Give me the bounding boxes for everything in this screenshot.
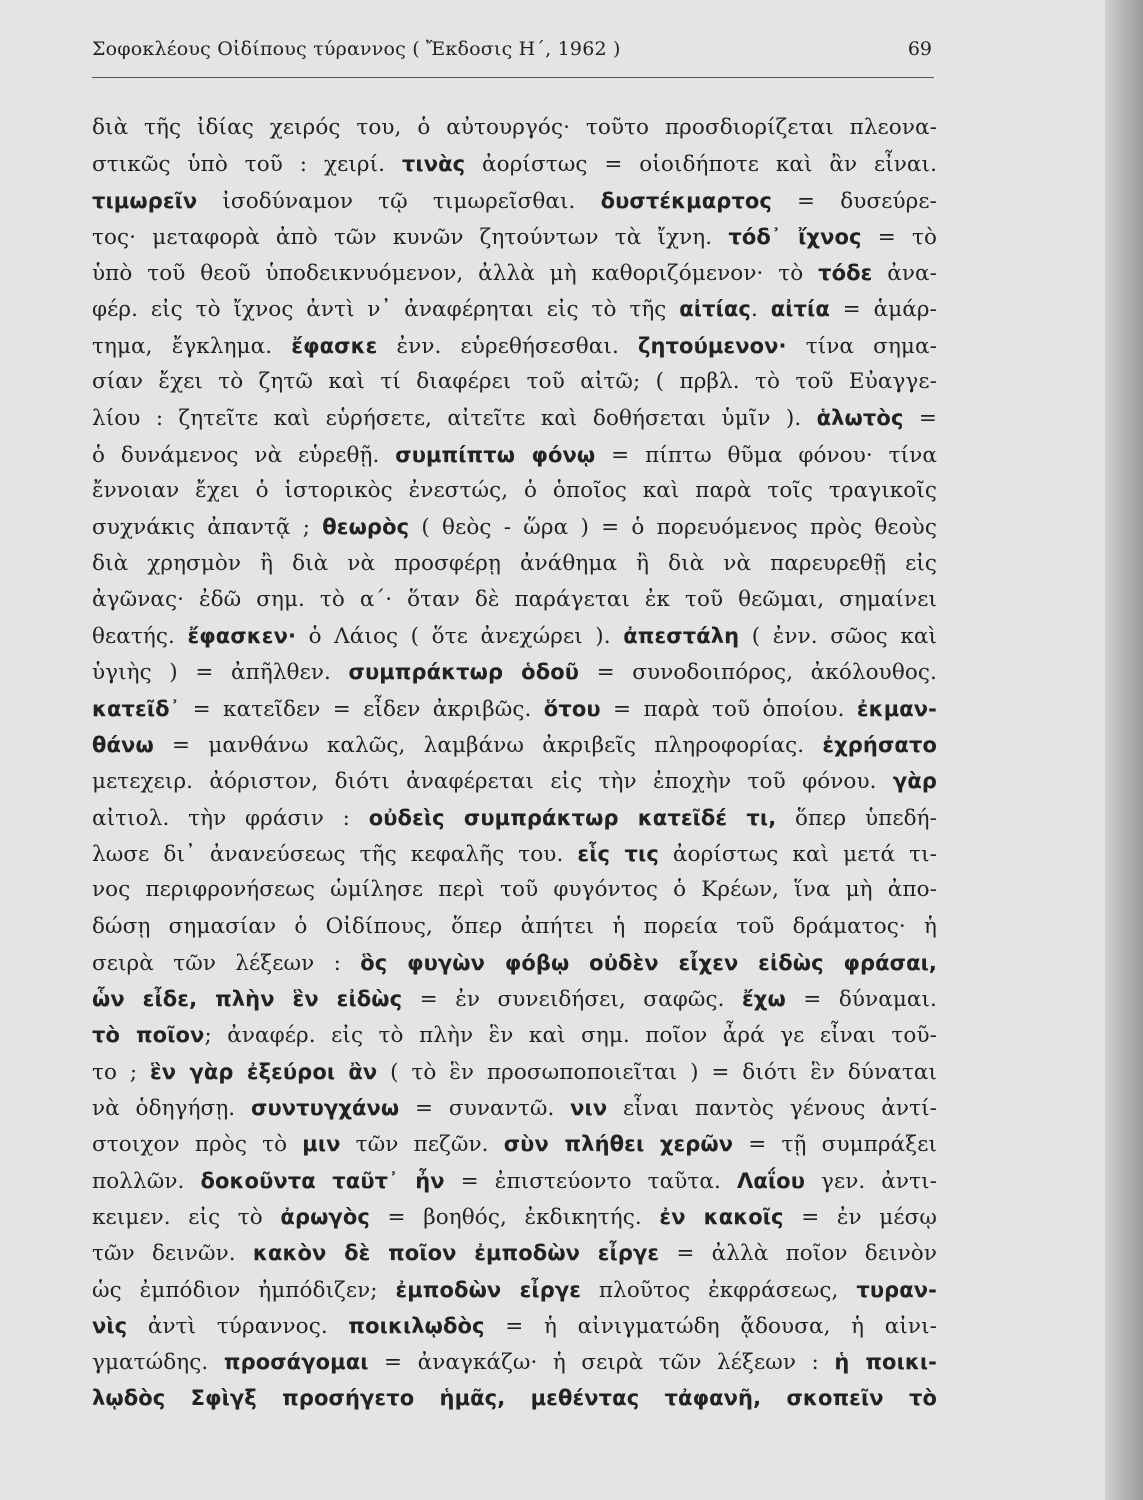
text-line	[92, 981, 937, 1017]
bold-lemma: ποικιλῳδὸς	[348, 1313, 485, 1338]
text-line	[92, 1163, 937, 1199]
bold-lemma: δοκοῦντα ταῦτ᾽ ἦν	[200, 1168, 445, 1193]
text-line	[92, 110, 937, 146]
text-line	[92, 328, 937, 364]
text-run: ἀορίστως = οἱοιδήποτε καὶ ἂν εἶναι.	[465, 152, 937, 178]
text-line	[92, 1090, 937, 1126]
text-run: = πίπτω θῦμα φόνου· τίνα	[595, 442, 937, 468]
bold-lemma: Λαΐου	[737, 1168, 805, 1193]
text-line	[92, 1344, 937, 1380]
text-run: σειρὰ τῶν λέξεων :	[92, 950, 361, 976]
text-run: ἰσοδύναμον τῷ τιμωρεῖσθαι.	[197, 188, 601, 214]
text-line	[92, 509, 937, 545]
bold-lemma: ἔφασκεν·	[187, 624, 297, 649]
text-line	[92, 582, 937, 618]
text-line	[92, 437, 937, 473]
bold-lemma: ἓν γὰρ ἐξεύροι ἂν	[150, 1059, 378, 1084]
text-run: = ἐπιστεύοντο ταῦτα.	[444, 1168, 737, 1194]
bold-lemma: ἐκμαν-	[856, 696, 937, 721]
bold-lemma: τινὰς	[401, 152, 466, 177]
text-run: = ἁμάρ-	[829, 297, 937, 323]
header-title: Σοφοκλέους Οἰδίπους τύραννος ( Ἔκδοσις Η΄, 1962 )	[92, 38, 621, 60]
text-line	[92, 800, 937, 836]
bold-lemma: θεωρὸς	[322, 515, 410, 540]
text-run: ὡς ἐμπόδιον ἠμπόδιζεν;	[92, 1277, 396, 1303]
text-run: μετεχειρ. ἀόριστον, διότι ἀναφέρεται εἰς τὴν ἐποχὴν τοῦ φόνου.	[92, 769, 893, 795]
text-line	[92, 364, 937, 400]
bold-lemma: αἰτίας	[679, 297, 751, 322]
text-line	[92, 618, 937, 654]
text-run: ἐνν. εὑρεθήσεσθαι.	[377, 333, 638, 359]
text-run: =	[903, 406, 937, 432]
bold-lemma: κακὸν δὲ ποῖον ἐμποδὼν εἶργε	[252, 1241, 660, 1266]
text-line	[92, 183, 937, 219]
bold-lemma: τόδ᾽ ἴχνος	[728, 224, 862, 249]
text-run: = παρὰ τοῦ ὁποίου.	[600, 696, 857, 722]
text-run: αἰτιολ. τὴν φράσιν :	[92, 805, 369, 831]
text-run: ( θεὸς - ὥρα ) = ὁ πορευόμενος πρὸς θεοὺς	[409, 515, 937, 541]
text-run: = ἀναγκάζω· ἡ σειρὰ τῶν λέξεων :	[368, 1350, 835, 1376]
bold-lemma: ἐν κακοῖς	[659, 1204, 784, 1229]
bold-lemma: τὸ ποῖον	[92, 1023, 205, 1048]
text-run: τῶν δεινῶν.	[92, 1241, 253, 1267]
text-line	[92, 146, 937, 182]
bold-lemma: νιν	[570, 1096, 608, 1121]
text-run: ἀγῶνας· ἐδῶ σημ. τὸ α΄· ὅταν δὲ παράγεται ἐκ τοῦ θεῶμαι, σημαίνει	[92, 586, 937, 612]
text-run: διὰ τῆς ἰδίας χειρός του, ὁ αὐτουργός· τοῦτο προσδιορίζεται πλεονα-	[92, 115, 937, 140]
text-run: στικῶς ὑπὸ τοῦ : χειρί.	[92, 152, 402, 178]
text-line	[92, 1308, 937, 1344]
text-run: σίαν ἔχει τὸ ζητῶ καὶ τί διαφέρει τοῦ αἰτῶ; ( πρβλ. τὸ τοῦ Εὐαγγε-	[92, 369, 937, 395]
bold-lemma: ὃς φυγὼν φόβῳ οὐδὲν εἶχεν εἰδὼς φράσαι,	[360, 950, 937, 975]
text-line	[92, 909, 937, 945]
text-run: ἀορίστως καὶ μετά τι-	[658, 841, 937, 867]
text-run: = βοηθός, ἐκδικητής.	[369, 1204, 660, 1230]
bold-lemma: θάνω	[92, 733, 154, 758]
text-line	[92, 1017, 937, 1053]
text-line	[92, 654, 937, 690]
text-run: συχνάκις ἀπαντᾷ ;	[92, 515, 323, 541]
text-line	[92, 291, 937, 327]
bold-lemma: τόδε	[818, 261, 873, 286]
bold-lemma: ἀρωγὸς	[280, 1204, 370, 1229]
text-line	[92, 1235, 937, 1271]
text-line	[92, 691, 937, 727]
text-run: = τὸ	[861, 224, 937, 250]
bold-lemma: κατεῖδ᾽	[92, 696, 181, 721]
bold-lemma: αἰτία	[770, 297, 830, 322]
text-run: ἔννοιαν ἔχει ὁ ἱστορικὸς ἐνεστώς, ὁ ὁποῖος καὶ παρὰ τοῖς τραγικοῖς	[92, 477, 937, 503]
text-run: ( τὸ ἓν προσωποποιεῖται ) = διότι ἓν δύναται	[377, 1059, 937, 1085]
text-run: ὑγιὴς ) = ἀπῆλθεν.	[92, 660, 349, 686]
bold-lemma: ἀπεστάλη	[623, 624, 740, 649]
text-run: γματώδης.	[92, 1350, 224, 1376]
text-run: = δυσεύρε-	[771, 188, 937, 214]
text-run: = τῇ συμπράξει	[733, 1132, 937, 1158]
bold-lemma: ἡ ποικι-	[834, 1350, 937, 1375]
text-run: θεατής.	[92, 624, 188, 650]
text-run: λίου : ζητεῖτε καὶ εὑρήσετε, αἰτεῖτε καὶ δοθήσεται ὑμῖν ).	[92, 406, 817, 432]
bold-lemma: νὶς	[92, 1313, 128, 1338]
text-line	[92, 945, 937, 981]
bold-lemma: ὅτου	[543, 696, 601, 721]
bold-lemma: τυραν-	[856, 1277, 937, 1302]
bold-lemma: ἐχρήσατο	[822, 733, 937, 758]
text-run: ; ἀναφέρ. εἰς τὸ πλὴν ἓν καὶ σημ. ποῖον ἆρά γε εἶναι τοῦ-	[204, 1023, 937, 1049]
text-line	[92, 763, 937, 799]
text-run: δώσῃ σημασίαν ὁ Οἰδίπους, ὅπερ ἀπήτει ἡ πορεία τοῦ δράματος· ἡ	[92, 913, 937, 939]
text-run: νὰ ὁδηγήσῃ.	[92, 1096, 252, 1122]
text-run: ὁ δυνάμενος νὰ εὑρεθῇ.	[92, 442, 396, 468]
bold-lemma: μιν	[302, 1132, 341, 1157]
page-edge-shadow	[1105, 0, 1143, 1500]
text-run: πολλῶν.	[92, 1168, 201, 1194]
bold-lemma: προσάγομαι	[223, 1350, 369, 1375]
text-line	[92, 727, 937, 763]
text-line	[92, 546, 937, 582]
running-header	[92, 38, 934, 78]
text-run: εἶναι παντὸς γένους ἀντί-	[607, 1096, 937, 1122]
text-run: τίνα σημα-	[786, 333, 937, 359]
text-run: = ἀλλὰ ποῖον δεινὸν	[659, 1241, 937, 1267]
text-run: ὁ Λάιος ( ὅτε ἀνεχώρει ).	[296, 624, 624, 650]
bold-lemma: δυστέκμαρτος	[600, 188, 772, 213]
text-line	[92, 400, 937, 436]
bold-lemma: ἐμποδὼν εἶργε	[395, 1277, 582, 1302]
text-run: = δύναμαι.	[785, 987, 937, 1013]
text-run: κειμεν. εἰς τὸ	[92, 1204, 281, 1230]
text-line	[92, 219, 937, 255]
text-run: ὅπερ ὑπεδή-	[776, 805, 937, 831]
text-run: = ἐν συνειδήσει, σαφῶς.	[402, 987, 743, 1013]
text-run: το ;	[92, 1059, 150, 1085]
commentary-text-block	[92, 110, 937, 1417]
text-run: ὑπὸ τοῦ θεοῦ ὑποδεικνυόμενον, ἀλλὰ μὴ καθοριζόμενον· τὸ	[92, 261, 819, 287]
text-line	[92, 1126, 937, 1162]
bold-lemma: ἁλωτὸς	[816, 406, 904, 431]
text-line	[92, 473, 937, 509]
text-run: = ἡ αἰνιγματώδη ᾄδουσα, ἡ αἰνι-	[484, 1313, 937, 1339]
bold-lemma: ἔχω	[742, 987, 786, 1012]
bold-lemma: λῳδὸς Σφὶγξ προσήγετο ἡμᾶς, μεθέντας τἀφανῆ, σκοπεῖν τὸ	[92, 1386, 937, 1411]
text-run: διὰ χρησμὸν ἢ διὰ νὰ προσφέρῃ ἀνάθημα ἢ διὰ νὰ παρευρεθῇ εἰς	[92, 550, 937, 576]
text-run: τῶν πεζῶν.	[340, 1132, 504, 1158]
bold-lemma: ὧν εἶδε, πλὴν ἓν εἰδὼς	[92, 987, 403, 1012]
text-line	[92, 1272, 937, 1308]
bold-lemma: γὰρ	[892, 769, 937, 794]
text-run: = κατεῖδεν = εἶδεν ἀκριβῶς.	[180, 696, 544, 722]
page-number: 69	[907, 38, 932, 60]
text-line	[92, 836, 937, 872]
text-run: = συνοδοιπόρος, ἀκόλουθος.	[579, 660, 937, 686]
text-run: = συναντῶ.	[399, 1096, 571, 1122]
text-run: στοιχον πρὸς τὸ	[92, 1132, 303, 1158]
text-run: νος περιφρονήσεως ὡμίλησε περὶ τοῦ φυγόντος ὁ Κρέων, ἵνα μὴ ἀπο-	[92, 877, 937, 903]
text-run: γεν. ἀντι-	[804, 1168, 937, 1194]
text-line	[92, 255, 937, 291]
text-run: τημα, ἔγκλημα.	[92, 333, 292, 359]
bold-lemma: ζητούμενον·	[638, 333, 787, 358]
text-run: λωσε δι᾽ ἀνανεύσεως τῆς κεφαλῆς του.	[92, 841, 578, 867]
text-run: = μανθάνω καλῶς, λαμβάνω ἀκριβεῖς πληροφορίας.	[153, 733, 823, 759]
text-run: ( ἐνν. σῶος καὶ	[739, 624, 937, 650]
bold-lemma: συντυγχάνω	[251, 1096, 400, 1121]
bold-lemma: συμπίπτω φόνῳ	[395, 442, 596, 467]
text-run: .	[750, 297, 771, 323]
bold-lemma: οὐδεὶς συμπράκτωρ κατεῖδέ τι,	[368, 805, 777, 830]
text-run: ἀνα-	[872, 261, 937, 287]
text-line	[92, 1199, 937, 1235]
text-run: ἀντὶ τύραννος.	[127, 1313, 349, 1339]
text-run: πλοῦτος ἐκφράσεως,	[581, 1277, 857, 1303]
text-line	[92, 1054, 937, 1090]
bold-lemma: τιμωρεῖν	[92, 188, 198, 213]
bold-lemma: συμπράκτωρ ὁδοῦ	[348, 660, 580, 685]
bold-lemma: εἷς τις	[577, 841, 659, 866]
text-run: τος· μεταφορὰ ἀπὸ τῶν κυνῶν ζητούντων τὰ ἴχνη.	[92, 224, 729, 250]
text-run: φέρ. εἰς τὸ ἴχνος ἀντὶ ν᾽ ἀναφέρηται εἰς τὸ τῆς	[92, 297, 680, 323]
bold-lemma: σὺν πλήθει χερῶν	[503, 1132, 734, 1157]
text-line	[92, 1380, 937, 1416]
text-run: = ἐν μέσῳ	[783, 1204, 937, 1230]
bold-lemma: ἔφασκε	[291, 333, 378, 358]
text-line	[92, 872, 937, 908]
